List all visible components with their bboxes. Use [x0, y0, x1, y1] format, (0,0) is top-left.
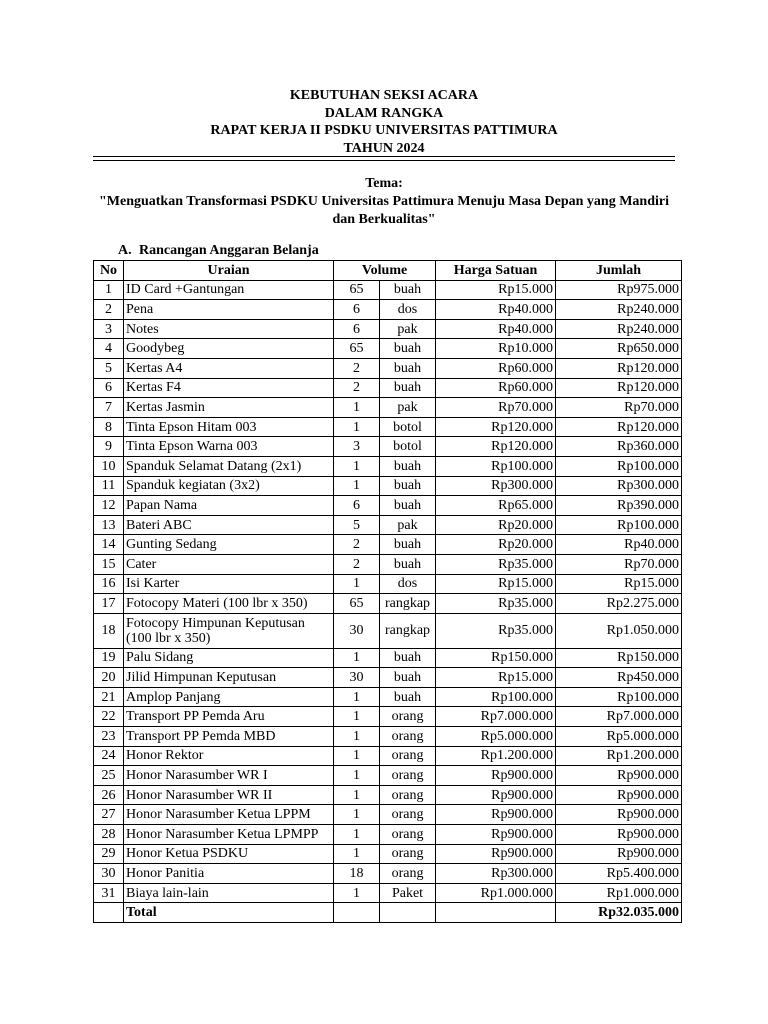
row-unit: pak	[380, 515, 436, 535]
row-unit: pak	[380, 398, 436, 418]
table-row	[94, 648, 682, 668]
table-row	[94, 554, 682, 574]
row-description: Biaya lain-lain	[124, 883, 334, 903]
row-unit-price: Rp120.000	[436, 437, 556, 457]
row-unit-price: Rp60.000	[436, 378, 556, 398]
row-unit: botol	[380, 437, 436, 457]
row-description: Kertas Jasmin	[124, 398, 334, 418]
row-unit-price: Rp1.200.000	[436, 746, 556, 766]
row-number: 18	[94, 613, 124, 648]
row-unit: orang	[380, 825, 436, 845]
row-amount: Rp450.000	[556, 668, 682, 688]
row-unit-price: Rp900.000	[436, 805, 556, 825]
row-number: 5	[94, 358, 124, 378]
row-number: 12	[94, 496, 124, 516]
row-amount: Rp975.000	[556, 280, 682, 300]
table-row	[94, 476, 682, 496]
row-description: Isi Karter	[124, 574, 334, 594]
row-description: Honor Rektor	[124, 746, 334, 766]
row-amount: Rp1.050.000	[556, 613, 682, 648]
row-number: 9	[94, 437, 124, 457]
row-unit-price: Rp100.000	[436, 687, 556, 707]
row-number: 22	[94, 707, 124, 727]
row-unit-price: Rp20.000	[436, 535, 556, 555]
row-amount: Rp70.000	[556, 554, 682, 574]
row-unit-price: Rp15.000	[436, 668, 556, 688]
row-number: 8	[94, 417, 124, 437]
table-row	[94, 883, 682, 903]
row-quantity: 1	[334, 883, 380, 903]
row-unit-price: Rp1.000.000	[436, 883, 556, 903]
table-row	[94, 319, 682, 339]
table-row	[94, 417, 682, 437]
row-unit: buah	[380, 668, 436, 688]
row-number: 14	[94, 535, 124, 555]
table-row	[94, 668, 682, 688]
row-unit-price: Rp100.000	[436, 456, 556, 476]
row-description: Jilid Himpunan Keputusan	[124, 668, 334, 688]
total-no-cell	[94, 903, 124, 923]
row-unit: pak	[380, 319, 436, 339]
tema-label: Tema:	[365, 176, 403, 191]
row-amount: Rp120.000	[556, 378, 682, 398]
row-description: Kertas F4	[124, 378, 334, 398]
row-quantity: 2	[334, 378, 380, 398]
section-letter: A.	[118, 243, 132, 258]
row-amount: Rp240.000	[556, 319, 682, 339]
header-no: No	[94, 261, 124, 281]
row-unit: buah	[380, 339, 436, 359]
row-number: 6	[94, 378, 124, 398]
row-amount: Rp360.000	[556, 437, 682, 457]
row-quantity: 1	[334, 805, 380, 825]
row-description: ID Card +Gantungan	[124, 280, 334, 300]
total-value: Rp32.035.000	[556, 903, 682, 923]
row-quantity: 65	[334, 594, 380, 614]
row-number: 1	[94, 280, 124, 300]
row-description: Kertas A4	[124, 358, 334, 378]
row-unit-price: Rp120.000	[436, 417, 556, 437]
header-harga-satuan: Harga Satuan	[436, 261, 556, 281]
row-unit: buah	[380, 280, 436, 300]
row-unit: buah	[380, 456, 436, 476]
row-description: Honor Narasumber Ketua LPPM	[124, 805, 334, 825]
tema-text: "Menguatkan Transformasi PSDKU Universitas Pattimura Menuju Masa Depan yang Mandiri dan Berkualitas"	[99, 194, 669, 227]
row-quantity: 6	[334, 496, 380, 516]
row-unit-price: Rp40.000	[436, 319, 556, 339]
row-unit: buah	[380, 648, 436, 668]
total-price-cell	[436, 903, 556, 923]
table-row	[94, 805, 682, 825]
row-number: 31	[94, 883, 124, 903]
row-amount: Rp5.000.000	[556, 727, 682, 747]
row-quantity: 1	[334, 687, 380, 707]
table-row	[94, 515, 682, 535]
row-number: 16	[94, 574, 124, 594]
row-quantity: 6	[334, 300, 380, 320]
row-amount: Rp120.000	[556, 358, 682, 378]
table-row	[94, 358, 682, 378]
row-unit-price: Rp900.000	[436, 825, 556, 845]
row-amount: Rp1.200.000	[556, 746, 682, 766]
row-description: Bateri ABC	[124, 515, 334, 535]
row-unit-price: Rp150.000	[436, 648, 556, 668]
header-jumlah: Jumlah	[556, 261, 682, 281]
row-unit: rangkap	[380, 594, 436, 614]
header-uraian: Uraian	[124, 261, 334, 281]
row-number: 7	[94, 398, 124, 418]
table-row	[94, 613, 682, 648]
section-title: Rancangan Anggaran Belanja	[139, 243, 319, 258]
row-unit: orang	[380, 746, 436, 766]
row-number: 26	[94, 785, 124, 805]
row-description: Gunting Sedang	[124, 535, 334, 555]
row-description: Palu Sidang	[124, 648, 334, 668]
row-description: Honor Ketua PSDKU	[124, 844, 334, 864]
row-unit: botol	[380, 417, 436, 437]
row-number: 19	[94, 648, 124, 668]
total-qty-cell	[334, 903, 380, 923]
row-unit-price: Rp40.000	[436, 300, 556, 320]
row-unit: orang	[380, 805, 436, 825]
row-amount: Rp100.000	[556, 687, 682, 707]
row-unit: buah	[380, 687, 436, 707]
row-description: Spanduk Selamat Datang (2x1)	[124, 456, 334, 476]
budget-table-body	[94, 280, 682, 903]
row-quantity: 3	[334, 437, 380, 457]
row-number: 30	[94, 864, 124, 884]
table-row	[94, 766, 682, 786]
row-amount: Rp100.000	[556, 515, 682, 535]
table-row	[94, 594, 682, 614]
row-amount: Rp5.400.000	[556, 864, 682, 884]
table-row	[94, 844, 682, 864]
row-number: 28	[94, 825, 124, 845]
row-quantity: 1	[334, 707, 380, 727]
row-number: 2	[94, 300, 124, 320]
table-row	[94, 574, 682, 594]
row-quantity: 2	[334, 358, 380, 378]
row-unit-price: Rp300.000	[436, 864, 556, 884]
row-description: Goodybeg	[124, 339, 334, 359]
table-row	[94, 864, 682, 884]
row-amount: Rp7.000.000	[556, 707, 682, 727]
row-quantity: 1	[334, 766, 380, 786]
row-description: Fotocopy Himpunan Keputusan (100 lbr x 350)	[124, 613, 334, 648]
row-amount: Rp100.000	[556, 456, 682, 476]
title-line-2: DALAM RANGKA	[324, 105, 444, 121]
row-amount: Rp900.000	[556, 805, 682, 825]
table-row	[94, 456, 682, 476]
row-quantity: 1	[334, 785, 380, 805]
row-unit: buah	[380, 496, 436, 516]
row-amount: Rp150.000	[556, 648, 682, 668]
row-description: Transport PP Pemda MBD	[124, 727, 334, 747]
row-number: 23	[94, 727, 124, 747]
row-unit-price: Rp35.000	[436, 594, 556, 614]
row-amount: Rp390.000	[556, 496, 682, 516]
row-amount: Rp40.000	[556, 535, 682, 555]
row-unit: orang	[380, 864, 436, 884]
row-number: 21	[94, 687, 124, 707]
row-description: Pena	[124, 300, 334, 320]
table-row	[94, 300, 682, 320]
row-amount: Rp900.000	[556, 825, 682, 845]
row-description: Honor Narasumber WR I	[124, 766, 334, 786]
row-description: Honor Panitia	[124, 864, 334, 884]
table-row	[94, 535, 682, 555]
row-description: Notes	[124, 319, 334, 339]
row-amount: Rp900.000	[556, 766, 682, 786]
row-quantity: 1	[334, 398, 380, 418]
row-unit: buah	[380, 378, 436, 398]
row-quantity: 1	[334, 456, 380, 476]
table-row	[94, 746, 682, 766]
row-description: Fotocopy Materi (100 lbr x 350)	[124, 594, 334, 614]
title-divider-thick	[93, 156, 675, 157]
row-quantity: 6	[334, 319, 380, 339]
table-row	[94, 727, 682, 747]
row-unit: dos	[380, 574, 436, 594]
row-number: 4	[94, 339, 124, 359]
row-number: 13	[94, 515, 124, 535]
row-unit-price: Rp70.000	[436, 398, 556, 418]
table-row	[94, 496, 682, 516]
row-unit: orang	[380, 727, 436, 747]
row-unit: rangkap	[380, 613, 436, 648]
row-number: 10	[94, 456, 124, 476]
row-unit: dos	[380, 300, 436, 320]
row-amount: Rp240.000	[556, 300, 682, 320]
header-volume: Volume	[334, 261, 436, 281]
row-unit-price: Rp20.000	[436, 515, 556, 535]
section-heading	[118, 242, 319, 260]
row-number: 29	[94, 844, 124, 864]
total-label: Total	[124, 903, 334, 923]
row-unit-price: Rp7.000.000	[436, 707, 556, 727]
row-quantity: 1	[334, 825, 380, 845]
row-unit-price: Rp65.000	[436, 496, 556, 516]
document-title	[93, 87, 675, 157]
row-quantity: 2	[334, 535, 380, 555]
row-quantity: 1	[334, 417, 380, 437]
row-unit: Paket	[380, 883, 436, 903]
row-unit-price: Rp15.000	[436, 574, 556, 594]
row-amount: Rp650.000	[556, 339, 682, 359]
row-unit-price: Rp900.000	[436, 785, 556, 805]
row-quantity: 1	[334, 727, 380, 747]
table-row	[94, 437, 682, 457]
row-unit-price: Rp35.000	[436, 613, 556, 648]
table-row	[94, 280, 682, 300]
row-unit-price: Rp10.000	[436, 339, 556, 359]
row-unit: orang	[380, 707, 436, 727]
row-quantity: 65	[334, 339, 380, 359]
row-amount: Rp900.000	[556, 844, 682, 864]
row-number: 15	[94, 554, 124, 574]
row-amount: Rp300.000	[556, 476, 682, 496]
row-unit-price: Rp300.000	[436, 476, 556, 496]
total-unit-cell	[380, 903, 436, 923]
row-description: Tinta Epson Warna 003	[124, 437, 334, 457]
table-row	[94, 825, 682, 845]
table-row	[94, 785, 682, 805]
row-description: Cater	[124, 554, 334, 574]
row-number: 17	[94, 594, 124, 614]
row-description: Honor Narasumber Ketua LPMPP	[124, 825, 334, 845]
row-quantity: 1	[334, 746, 380, 766]
budget-table	[93, 260, 682, 923]
title-line-1: KEBUTUHAN SEKSI ACARA	[289, 88, 479, 103]
row-number: 24	[94, 746, 124, 766]
row-description: Tinta Epson Hitam 003	[124, 417, 334, 437]
table-row	[94, 687, 682, 707]
title-line-3: RAPAT KERJA II PSDKU UNIVERSITAS PATTIMURA	[210, 123, 558, 139]
row-unit-price: Rp35.000	[436, 554, 556, 574]
row-quantity: 65	[334, 280, 380, 300]
row-amount: Rp120.000	[556, 417, 682, 437]
table-header-row	[94, 261, 682, 281]
table-row	[94, 339, 682, 359]
row-unit-price: Rp15.000	[436, 280, 556, 300]
row-description: Honor Narasumber WR II	[124, 785, 334, 805]
row-amount: Rp900.000	[556, 785, 682, 805]
title-divider-thin	[93, 160, 675, 161]
row-number: 25	[94, 766, 124, 786]
row-quantity: 1	[334, 844, 380, 864]
row-quantity: 1	[334, 574, 380, 594]
row-number: 20	[94, 668, 124, 688]
tema-block	[93, 175, 675, 229]
row-unit-price: Rp900.000	[436, 844, 556, 864]
row-description: Amplop Panjang	[124, 687, 334, 707]
total-row	[94, 903, 682, 923]
row-quantity: 18	[334, 864, 380, 884]
row-number: 11	[94, 476, 124, 496]
row-number: 3	[94, 319, 124, 339]
table-row	[94, 398, 682, 418]
title-line-4: TAHUN 2024	[343, 140, 425, 156]
row-quantity: 2	[334, 554, 380, 574]
row-unit-price: Rp900.000	[436, 766, 556, 786]
row-quantity: 30	[334, 668, 380, 688]
row-description: Transport PP Pemda Aru	[124, 707, 334, 727]
row-amount: Rp1.000.000	[556, 883, 682, 903]
row-number: 27	[94, 805, 124, 825]
table-row	[94, 378, 682, 398]
row-amount: Rp15.000	[556, 574, 682, 594]
row-unit: buah	[380, 358, 436, 378]
row-quantity: 1	[334, 648, 380, 668]
row-unit: orang	[380, 785, 436, 805]
row-description: Papan Nama	[124, 496, 334, 516]
row-amount: Rp2.275.000	[556, 594, 682, 614]
row-unit: buah	[380, 476, 436, 496]
row-unit: orang	[380, 766, 436, 786]
row-unit: buah	[380, 554, 436, 574]
row-description: Spanduk kegiatan (3x2)	[124, 476, 334, 496]
row-quantity: 1	[334, 476, 380, 496]
row-unit-price: Rp60.000	[436, 358, 556, 378]
table-row	[94, 707, 682, 727]
row-unit: buah	[380, 535, 436, 555]
row-unit: orang	[380, 844, 436, 864]
row-quantity: 5	[334, 515, 380, 535]
row-amount: Rp70.000	[556, 398, 682, 418]
row-quantity: 30	[334, 613, 380, 648]
row-unit-price: Rp5.000.000	[436, 727, 556, 747]
